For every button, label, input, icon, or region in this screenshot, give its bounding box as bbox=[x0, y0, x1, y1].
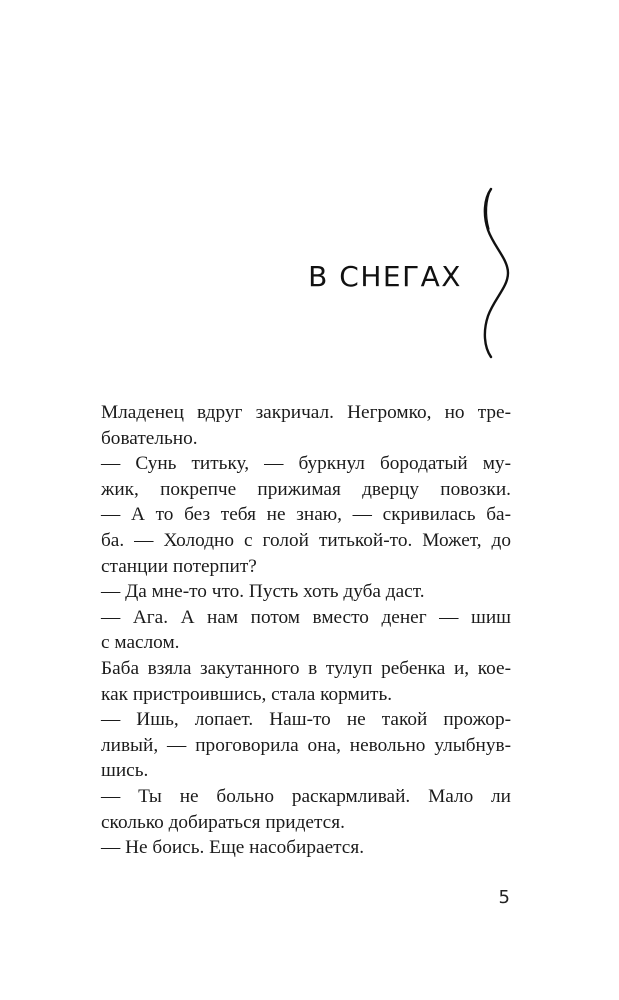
page-number: 5 bbox=[498, 887, 510, 908]
curly-brace-flourish-icon bbox=[478, 185, 518, 360]
text-line: с маслом. bbox=[101, 632, 180, 654]
chapter-heading bbox=[0, 185, 619, 360]
text-line: — А то без тебя не знаю, — скривилась ба- bbox=[101, 504, 511, 526]
text-line: Младенец вдруг закричал. Негромко, но тре- bbox=[101, 402, 511, 423]
text-line: — Да мне-то что. Пусть хоть дуба даст. bbox=[101, 581, 425, 603]
chapter-body-text bbox=[101, 400, 511, 861]
text-line: жик, покрепче прижимая дверцу повозки. bbox=[101, 478, 511, 500]
text-line: — Сунь титьку, — буркнул бородатый му- bbox=[101, 453, 511, 475]
text-line: Баба взяла закутанного в тулуп ребенка и, кое- bbox=[101, 657, 511, 679]
text-line: — Ты не больно раскармливай. Мало ли bbox=[101, 785, 511, 807]
text-line: — Не боись. Еще насобирается. bbox=[101, 837, 365, 859]
text-line: шись. bbox=[101, 760, 149, 782]
text-line: — Ага. А нам потом вместо денег — шиш bbox=[101, 606, 511, 628]
text-line: ба. — Холодно с голой титькой-то. Может, до bbox=[101, 529, 511, 551]
text-line: как пристроившись, стала кормить. bbox=[101, 683, 393, 705]
text-line: — Ишь, лопает. Наш-то не такой прожор- bbox=[101, 709, 511, 731]
text-line: станции потерпит? bbox=[101, 555, 257, 577]
text-line: бовательно. bbox=[101, 427, 198, 449]
text-line: ливый, — проговорила она, невольно улыбнув- bbox=[101, 734, 511, 756]
chapter-title: В СНЕГАХ bbox=[308, 260, 462, 293]
text-line: сколько добираться придется. bbox=[101, 811, 345, 833]
